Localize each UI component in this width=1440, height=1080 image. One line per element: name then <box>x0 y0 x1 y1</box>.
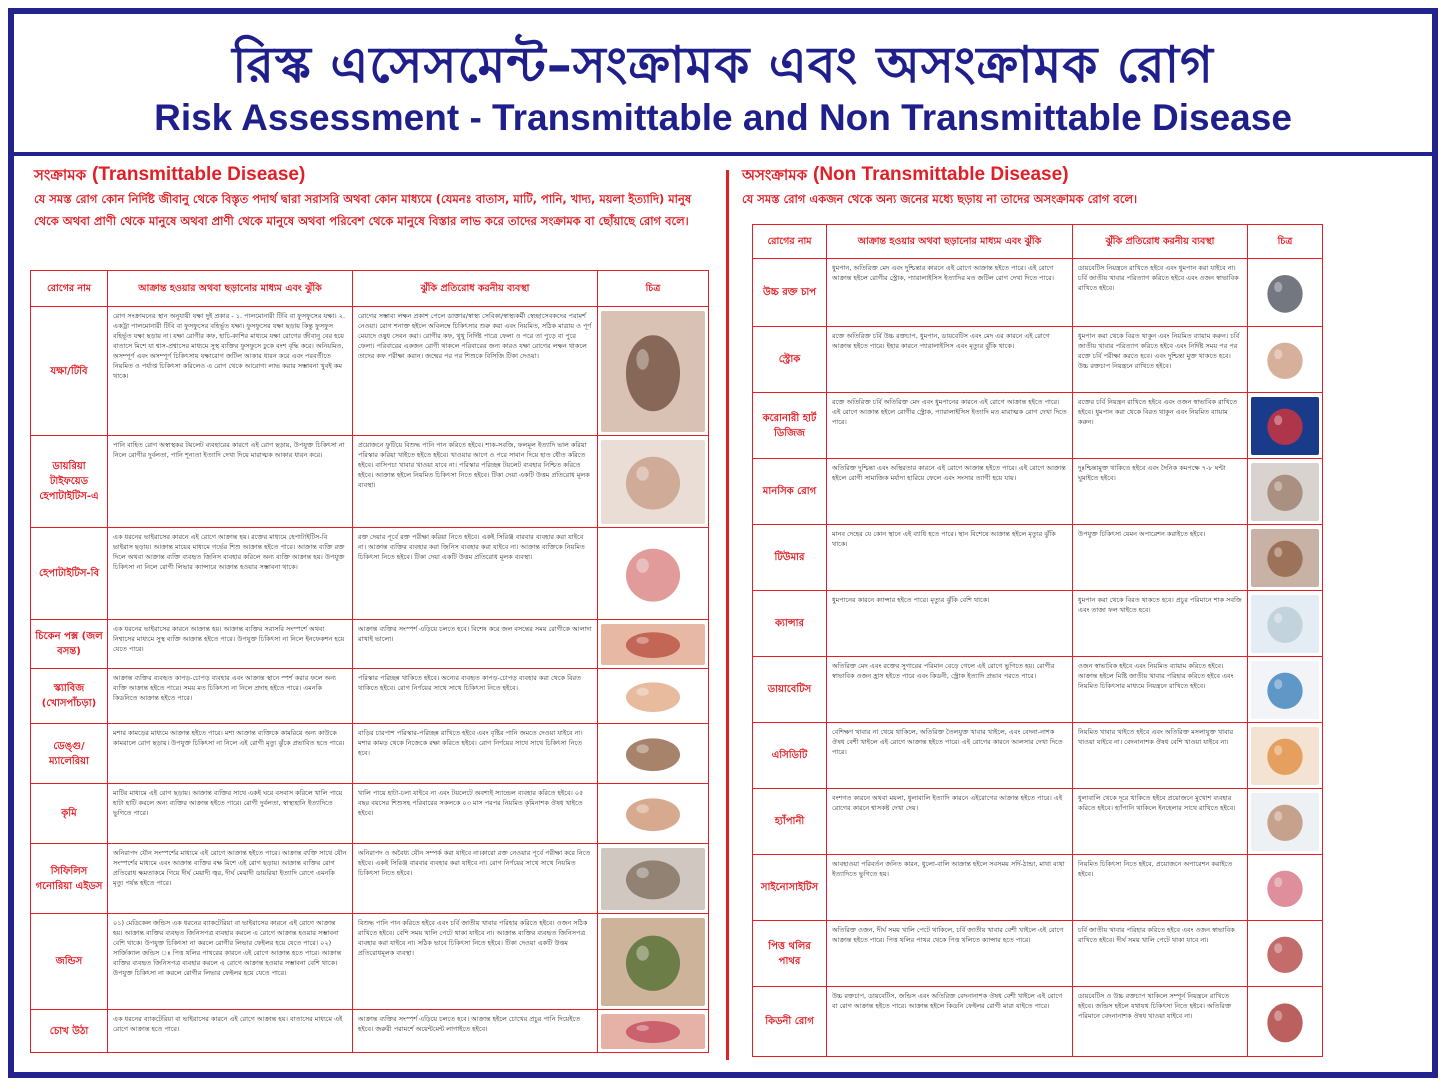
prevention-description: ধুলাবালি থেকে দূরে থাকিতে হইবে প্রয়োজনে মুখোশ ব্যবহার করিতে হইবে। হ্যাঁপানি থাকিলে ইনহেলার সাথে রাখিতে হইবে। <box>1073 789 1248 855</box>
table-row <box>31 669 709 724</box>
disease-name: সাইনোসাইটিস <box>753 855 827 921</box>
transmittable-heading-en: (Transmittable Disease) <box>92 164 306 185</box>
table-row <box>31 724 709 784</box>
sinus-diagram-icon <box>1251 859 1319 917</box>
prevention-description: অনিরাপদ ও অবৈধ্য যৌন সম্পর্ক করা যাইবে না।কারো রক্ত নেওয়ার পূর্বে পরীক্ষা করে নিতে হইবে। একই সিরিঞ্জ বারবার ব্যবহার করা যাইবে না। রোগ নির্ণয়ের সাথে সাথে নিয়মিত চিকিৎসা নিতে হইবে। <box>353 844 598 914</box>
tumor-back-icon <box>1251 529 1319 587</box>
prevention-description: উপযুক্ত চিকিৎসা যেমন অপারেশন করাইতে হইবে। <box>1073 525 1248 591</box>
sick-couple-icon <box>601 848 705 910</box>
risk-description: রক্তে অতিরিক্ত চর্বি উচ্চ রক্তচাপ, ধুমপান, ডায়বেটিস এবং মেদ এর কারনে এই রোগে আক্রান্ত হইতে পারে। ইহার কারনে প্যারালাইসিস এবং মৃত্যুর ঝুঁকি থাকে। <box>827 327 1073 393</box>
chickenpox-skin-icon <box>601 624 705 665</box>
table-header-row <box>31 271 709 307</box>
table-row <box>753 393 1323 459</box>
table-row <box>31 436 709 528</box>
gallbladder-kidney-icon <box>1251 925 1319 983</box>
risk-description: বেশিক্ষণ খাবার না খেয়ে থাকিলে, অতিরিক্ত তৈলযুক্ত খাবার খাইলে, এবং বেদনা-নাশক ঔষধ বেশী খাইলে এই রোগে আক্রান্ত হইতে পারে। এই রোগের কারনে আলসার দেখা দিতে পারে। <box>827 723 1073 789</box>
disease-name: উচ্চ রক্ত চাপ <box>753 259 827 327</box>
risk-description: এক ধরনের ভাইরাসের কারনে আক্রান্ত হয়। আক্রান্ত ব্যক্তির সরাসরি সংস্পর্শে অথবা নিশ্বাসের মাধ্যমে সুস্থ ব্যক্তি আক্রান্ত হইতে পারে। উপযুক্ত চিকিৎসা না নিলে ইনফেকশন হয়ে যেতে পারে। <box>108 620 353 669</box>
non-transmittable-section <box>742 164 1320 210</box>
table-row <box>753 855 1323 921</box>
poster-frame <box>8 8 1438 1078</box>
picture-cell <box>598 1010 709 1053</box>
risk-description: রোগ সংক্রামনের স্থান অনুযায়ী যক্ষা দুই প্রকার - ১. পালমোনারী টিবি বা ফুসফুসের যক্ষা। ২. একট্রা পালমোনারী টিবি বা ফুসফুসের বহির্ভূত যক্ষা। ফুসফুসের যক্ষা ছড়ায় কিন্তু ফুসফুস বহির্ভূত যক্ষা ছড়ায় না। যক্ষা রোগীর কফ, হাচি-কাশির মাধ্যমে যক্ষা রোগের জীবানু বের হয়ে বাতাসে মিশে যা শ্বাস-প্রশ্বাসের মাধ্যমে সুস্থ ব্যক্তির ফুসফুসে ঢুকে বংশ বৃদ্ধি করে। অনিয়মিত, অসম্পূর্ণ এবং অসম্পূর্ণ চিকিৎসায় যক্ষারোগ জটিল আকার ধারন করে এবং পরবর্তীতে নিয়মিত ও পর্যাপ্ত চিকিৎসা করিলেও এ রোগ থেকে আরোগ্য লাভ করার সম্ভাবনা খুবই কম থাকে। <box>108 307 353 436</box>
table-row <box>753 723 1323 789</box>
risk-description: অতিরিক্ত ওজন, দীর্ঘ সময় খালি পেটে থাকিলে, চর্বি জাতীয় খাবার বেশী খাইলে এই রোগে আক্রান্ত হইতে পারে। পিত্ত থলির পাথর থেকে পিত্ত থলিতে ক্যান্সার হতে পারে। <box>827 921 1073 987</box>
column-header-picture: চিত্র <box>598 271 709 307</box>
disease-name: হেপাটাইটিস-বি <box>31 528 108 620</box>
transmittable-table <box>30 270 709 1053</box>
transmittable-heading-bn: সংক্রামক <box>34 166 87 184</box>
header-divider <box>14 152 1432 156</box>
column-header-prevention: ঝুঁকি প্রতিরোধ করনীয় ব্যবস্থা <box>1073 225 1248 259</box>
risk-description: পানি বাহিত রোগ অস্বাস্থকর টয়লেট ব্যবহারের কারণে এই রোগ ছড়ায়, উপযুক্ত চিকিৎসা না নিলে রোগীর দুর্বলতা, পানি শূন্যতা ইত্যাদি দেখা দিয়ে মারাত্মক আকার ধারন করে। <box>108 436 353 528</box>
picture-cell <box>1248 723 1323 789</box>
table-row <box>753 591 1323 657</box>
prevention-description: আক্রান্ত ব্যক্তির সংস্পর্শ এড়িয়ে চলতে হবে। বিশেষ করে জল বসন্তের সময় রোগীকে আলাদা রাখাই ভালো। <box>353 620 598 669</box>
picture-cell <box>1248 459 1323 525</box>
title-bengali: রিস্ক এসেসমেন্ট–সংক্রামক এবং অসংক্রামক রোগ <box>232 36 1214 94</box>
picture-cell <box>1248 789 1323 855</box>
disease-name: হ্যাঁপানী <box>753 789 827 855</box>
picture-cell <box>1248 987 1323 1057</box>
risk-description: মশার কামড়ের মাধ্যমে আক্রান্ত হইতে পারে। মশা আক্রান্ত ব্যক্তিকে কামরিয়ে অন্য কাউকে কামরালে রোগ ছড়ায়। উপযুক্ত চিকিৎসা না নিলে এই রোগী মৃত্যু ঝুঁকে প্রভাবিত হতে পারে। <box>108 724 353 784</box>
risk-description: অতিরিক্ত দুশ্চিন্তা এবং অস্থিরতার কারনে এই রোগে আক্রান্ত হইতে পারে। এই রোগে আক্রান্ত হইলে রোগী সামাজিক মর্যাদা হারিয়ে ফেলে এবং সংসার ত্যাগী হয়ে যায়। <box>827 459 1073 525</box>
worms-icon <box>601 788 705 840</box>
picture-cell <box>598 436 709 528</box>
table-row <box>753 327 1323 393</box>
table-row <box>753 789 1323 855</box>
prevention-description: বিশুদ্ধ পানি পান করিতে হইবে এবং চর্বি জাতীয় খাবার পরিহার করিতে হইবে। ওজন সঠিক রাখিতে হইবে। বেশি সময় খালি পেটে থাকা যাইবে না। আক্রান্ত ব্যক্তির ব্যবহৃত জিনিসপত্র ব্যবহার করা যাইবে না। সঠিক ভাবে চিকিৎসা নিতে হইবে। টিকা দেওয়া একটি উত্তম প্রতিরোধমূলক ব্যবস্থা। <box>353 914 598 1010</box>
glucose-meter-icon <box>1251 661 1319 719</box>
risk-description: আবহাওয়া পরিবর্তন জনিত কারন, ধুলো-বালি আক্রান্ত হইলে সবসময় সর্দি-ঠান্ডা, মাথা ব্যথা ইত্যাদিতে ভুগিতে হয়। <box>827 855 1073 921</box>
jaundice-eye-icon <box>601 918 705 1006</box>
prevention-description: খালি পায়ে হাটা-চলা যাইবে না এবং টয়লেটে অবশ্যই স্যান্ডেল ব্যবহার করিতে হইবে। ০৫ বছর বয়সের শিশুসহ পরিবারের সকলকে ০৩ মাস পরপর নিয়মিত কৃমিনাশক ঔষধ খাইতে হইবে। <box>353 784 598 844</box>
transmittable-section <box>34 164 712 232</box>
prevention-description: পরিস্কার পরিচ্ছন্ন থাকিতে হইবে। অন্যের ব্যবহৃত কাপড়-চোপড় ব্যবহার করা থেকে বিরত থাকিতে হইবে। রোগ নির্ণয়ের সাথে সাথে চিকিৎসা নিতে হইবে। <box>353 669 598 724</box>
risk-description: এক ধরনের ভাইরাসের কারনে এই রোগে আক্রান্ত হয়। রক্তের মাধ্যমে হেপাটাইটিস-বি ভাইরাস ছড়ায়। আক্রান্ত মায়ের মাধ্যমে গর্ভের শিশু আক্রান্ত হইতে পারে। আক্রান্ত ব্যক্তি রক্ত দিলে অথবা আক্রান্ত ব্যক্তি ব্যবহৃত জিনিস ব্যবহার করিলে অন্য ব্যক্তি আক্রান্ত হয়। উপযুক্ত চিকিৎসা না নিলে রোগী লিভার ক্যান্সারে আক্রান্ত হওয়ার সম্ভাবনা থাকে। <box>108 528 353 620</box>
prevention-description: প্রয়োজনে ফুটিয়ে বিশুদ্ধ পানি পান করিতে হইবে। শাক-সবজি, ফলমূল ইত্যাদি ভাল করিয়া পরিস্কার করিয়া খাইতে হইতে হইবে। খাওয়ার আগে ও পরে সাবান দিয়ে হাত ধৌত করিতে হইবে। বাসিপচা খাবার খাওয়া যাবে না। পরিস্কার পরিচ্ছন্ন টয়লেট ব্যবহার নিশ্চিত করিতে হইবে। আক্রান্ত হইলে নিয়মিত চিকিৎসা নিতে হইবে। টিকা দেয়া একটি উত্তম প্রতিরোধ মূলক ব্যবস্থা। <box>353 436 598 528</box>
column-header-risk: আক্রান্ত হওয়ার অথবা ছড়ানোর মাধ্যম এবং ঝুঁকি <box>108 271 353 307</box>
picture-cell <box>1248 921 1323 987</box>
picture-cell <box>598 844 709 914</box>
disease-name: কৃমি <box>31 784 108 844</box>
prevention-description: রক্তের চর্বি নিয়ন্ত্রন রাখিতে হইবে এবং ওজন স্বাভাবিক রাখিতে হইবে। ধুমপান করা থেকে বিরত থাকুন এবং নিয়মিত ব্যায়াম করুন। <box>1073 393 1248 459</box>
table-row <box>753 459 1323 525</box>
risk-description: ধুমপানের কারনে ক্যান্সার হইতে পারে। মৃত্যুর ঝুঁকি বেশি থাকে। <box>827 591 1073 657</box>
non-transmittable-table <box>752 224 1323 1057</box>
picture-cell <box>598 784 709 844</box>
disease-name: যক্ষা/টিবি <box>31 307 108 436</box>
stroke-patient-icon <box>1251 331 1319 389</box>
table-row <box>753 525 1323 591</box>
table-row <box>31 307 709 436</box>
table-row <box>31 844 709 914</box>
picture-cell <box>1248 327 1323 393</box>
disease-name: ডায়রিয়া টাইফয়েড হেপাটাইটিস-এ <box>31 436 108 528</box>
disease-name: স্ক্যাবিজ (খোসপাঁচড়া) <box>31 669 108 724</box>
blood-pressure-cuff-icon <box>1251 263 1319 323</box>
picture-cell <box>598 669 709 724</box>
column-header-picture: চিত্র <box>1248 225 1323 259</box>
red-eye-icon <box>601 1014 705 1049</box>
prevention-description: রোগের সম্ভাব্য লক্ষন প্রকাশ পেলে ডাক্তার/স্বাস্থ্য সেবিকা/স্বাস্থ্যকর্মী স্বেচ্ছাসেবকদের পরামর্শ নেওয়া। রোগ শনাক্ত হইলে অবিলম্বে চিকিৎসার শুরু করা এবং নিয়মিত, সঠিক মাত্রায় ও পূর্ণ মেয়াদে ওষুধ সেবন করা। রোগীর কফ, থুথু নির্দিষ্ট পাত্রে ফেলা ও পরে তা পুড়ে বা পুরে ফেলা। পরিবারের একজন রোগী থাকলে পরিবারের জন্য কারও যক্ষা রোগের লক্ষন থাকলে তাদের কফ পরীক্ষা করান। জন্মের পর পর শিশুকে বিসিজি টিকা দেওয়া। <box>353 307 598 436</box>
prevention-description: দুঃশ্চিন্তামুক্ত থাকিতে হইবে এবং দৈনিক কমপক্ষে ৭-৮ ঘন্টা ঘুমাইতে হইবে। <box>1073 459 1248 525</box>
table-header-row <box>753 225 1323 259</box>
table-row <box>31 914 709 1010</box>
risk-description: এক ধরনের ব্যাকটেরিয়া বা ভাইরাসের কারনে এই রোগে আক্রান্ত হয়। বাতাসের মাধ্যমে এই রোগে আক্রান্ত হতে পারে। <box>108 1010 353 1053</box>
disease-name: মানসিক রোগ <box>753 459 827 525</box>
risk-description: ধুমপান, অতিরিক্ত মেদ এবং দুশ্চিন্তার কারনে এই রোগে আক্রান্ত হইতে পারে। এই রোগে আক্রান্ত হইলে রোগীর স্ট্রোক, প্যারালাইসিস ইত্যাদির মত জটিল রোগ দেখা দিতে পারে। <box>827 259 1073 327</box>
picture-cell <box>1248 525 1323 591</box>
photo-sick-child-icon <box>601 440 705 524</box>
column-header-prevention: ঝুঁকি প্রতিরোধ করনীয় ব্যবস্থা <box>353 271 598 307</box>
picture-cell <box>1248 591 1323 657</box>
prevention-description: বাড়ির চারপাশ পরিস্কার-পরিচ্ছন্ন রাখিতে হইবে এবং বৃষ্টির পানি জমতে দেওয়া যাইবে না। মশার কামড় থেকে নিজেকে রক্ষা করিতে হইবে। রোগ নির্ণয়ের সাথে সাথে চিকিৎসা নিতে হবে। <box>353 724 598 784</box>
disease-name: সিফিলিস গনোরিয়া এইডস <box>31 844 108 914</box>
prevention-description: ডায়বেটিস নিয়ন্ত্রনে রাখিতে হইবে এবং ধুমপান করা যাইবে না। চর্বি জাতীয় খাবার পরিত্যাগ করিতে হইবে এবং ওজন স্বাভাবিক রাখিতে হইবে। <box>1073 259 1248 327</box>
poster-header <box>14 14 1432 154</box>
risk-description: ০১) মেডিকেল জন্ডিস এক ধরনের ব্যাকটেরিয়া বা ভাইরাসের কারনে এই রোগে আক্রান্ত হয়। আক্রান্ত ব্যক্তির ব্যবহৃত জিনিসপত্র ব্যবহার করলে এ রোগে আক্রান্ত হওয়ার সম্ভাবনা বেশি থাকে। উপযুক্ত চিকিৎসা না করলে রোগীর লিভার ফেইলর হয়ে যেতে পারে। ০২) সার্জিক্যাল জন্ডিস ঃ পিত্ত থলির পাথরের কারনে এই রোগে আক্রান্ত হতে পারে। আক্রান্ত ব্যক্তির ব্যবহৃত জিনিসপত্র ব্যবহার করলে এ রোগে আক্রান্ত হওয়ার সম্ভাবনা বেশি থাকে। উপযুক্ত চিকিৎসা না করলে রোগীর লিভার ফেইলর হয়ে যেতে পারে। <box>108 914 353 1010</box>
picture-cell <box>1248 259 1323 327</box>
table-row <box>753 259 1323 327</box>
picture-cell <box>598 620 709 669</box>
stomach-acidity-icon <box>1251 727 1319 785</box>
table-row <box>31 784 709 844</box>
table-row <box>753 921 1323 987</box>
disease-name: জন্ডিস <box>31 914 108 1010</box>
disease-name: চোখ উঠা <box>31 1010 108 1053</box>
prevention-description: আক্রান্ত ব্যক্তির সংস্পর্শ এড়িয়ে চলতে হবে। আক্রান্ত হইলে চোখের প্রচুর পানি দিয়েইতে হইবে। জরুরী পরামর্শে অয়েন্টমেন্ট লাগাইতে হইবে। <box>353 1010 598 1053</box>
transmittable-description: যে সমস্ত রোগ কোন নির্দিষ্ট জীবানু থেকে বিস্তৃত পদার্থ দ্বারা সরাসরি অথবা কোন মাধ্যমে (যেমনঃ বাতাস, মাটি, পানি, খাদ্য, ময়লা ইত্যাদি) মানুষ থেকে অথবা প্রাণী থেকে মানুষে অথবা প্রাণী থেকে মানুষে অথবা পরিবেশ থেকে মানুষে বিস্তার লাভ করে তাদের সংক্রামক বা ছোঁয়াছে রোগ বলে। <box>34 192 692 228</box>
risk-description: বংশগত কারনে অথবা ময়লা, ধুলাবালি ইত্যাদি কারনে এইরোগের আক্রান্ত হইতে পারে। এই রোগের কারনে শ্বাসকষ্ট দেখা দেয়। <box>827 789 1073 855</box>
disease-name: টিউমার <box>753 525 827 591</box>
disease-name: ক্যান্সার <box>753 591 827 657</box>
picture-cell <box>1248 393 1323 459</box>
table-row <box>31 620 709 669</box>
risk-description: মানব দেহের যে কোন স্থানে এই ব্যাধি হতে পারে। স্থান বিশেষে আক্রান্ত হইলে মৃত্যুর ঝুঁকি থাকে। <box>827 525 1073 591</box>
risk-description: উচ্চ রক্তচাপ, ডায়বেটিস, জন্ডিস এবং অতিরিক্ত বেদনানাশক ঔষধ বেশী খাইলে এই রোগে বা রোগ আক্রান্ত হইতে পারে। আক্রান্ত হইলে কিডনি ফেইলর রোগী মারা যাইতে পারে। <box>827 987 1073 1057</box>
table-row <box>31 528 709 620</box>
non-transmittable-heading-en: (Non Transmittable Disease) <box>813 164 1069 185</box>
mosquito-icon <box>601 728 705 780</box>
prevention-description: রক্ত দেয়ার পূর্বে রক্ত পরীক্ষা করিয়া নিতে হইবে। একই সিরিঞ্জ বারবার ব্যবহার করা যাইবে না। আক্রান্ত ব্যক্তির ব্যবহার করা জিনিস ব্যবহার করা যাইবে না। আক্রান্ত ব্যক্তিকে নিয়মিত চিকিৎসা নিতে হইবে। টিকা দেয়া একটি উত্তম প্রতিরোধ মূলক ব্যবস্থা। <box>353 528 598 620</box>
risk-description: অনিরাপদ যৌন সংস্পর্শের মাধ্যমে এই রোগে আক্রান্ত হইতে পারে। আক্রান্ত ব্যক্তি সাথে যৌন সংস্পর্শের মাধ্যমে এবং আক্রান্ত ব্যক্তির বক্ষ মিশে এই রোগ ছড়ায়। আক্রান্ত ব্যক্তির রোগ প্রতিরোধ ক্ষমতাকমে গিয়ে দীর্ঘ মেয়াদী জ্বর, দীর্ঘ মেয়াদী ডায়রিয়া ইত্যাদি রোগে এমনকি মৃত্যু পর্যন্ত হইতে পারে। <box>108 844 353 914</box>
disease-name: ডেঙ্গু/ ম্যালেরিয়া <box>31 724 108 784</box>
headache-woman-icon <box>1251 463 1319 521</box>
column-header-risk: আক্রান্ত হওয়ার অথবা ছড়ানোর মাধ্যম এবং ঝুঁকি <box>827 225 1073 259</box>
table-row <box>753 987 1323 1057</box>
photo-coughing-woman-icon <box>601 311 705 432</box>
column-header-disease: রোগের নাম <box>31 271 108 307</box>
cancer-patient-icon <box>1251 595 1319 653</box>
prevention-description: ধুমপান করা থেকে বিরত থাকতে হবে। প্রচুর পরিমানে শাক সবজি এবং তাজা ফল খাইতে হবে। <box>1073 591 1248 657</box>
disease-name: পিত্ত থলির পাথর <box>753 921 827 987</box>
disease-name: চিকেন পক্স (জল বসন্ত) <box>31 620 108 669</box>
prevention-description: নিয়মিত চিকিৎসা নিতে হইবে, প্রয়োজনে অপারেশন করাইতে হইবে। <box>1073 855 1248 921</box>
transmittable-heading <box>34 164 712 186</box>
risk-description: রক্তে অতিরিক্ত চর্বি অতিরিক্ত মেদ এবং ধুমপানের কারনে এই রোগে আক্রান্ত হইতে পারে। এই রোগে আক্রান্ত হইলে রোগীর স্ট্রোক, প্যারালাইসিস ইত্যাদি মত মারাত্মক রোগ দেখা দিতে পারে। <box>827 393 1073 459</box>
disease-name: কিডনী রোগ <box>753 987 827 1057</box>
risk-description: মাটির মাধ্যমে এই রোগ ছড়ায়। আক্রান্ত ব্যক্তির সাথে একই ঘরে বসবাস করিলে খালি পায়ে হাটা হাটি করলে অন্য ব্যক্তির আক্রান্ত হইতে পারে। রোগী দুর্বলতা, স্বাস্থ্যহানি ইত্যাদিতে ভুগিতে পারে। <box>108 784 353 844</box>
non-transmittable-heading <box>742 164 1320 186</box>
picture-cell <box>1248 855 1323 921</box>
table-row <box>31 1010 709 1053</box>
non-transmittable-description: যে সমস্ত রোগ একজন থেকে অন্য জনের মধ্যে ছড়ায় না তাদের অসংক্রামক রোগ বলে। <box>742 192 1138 206</box>
picture-cell <box>598 914 709 1010</box>
kidney-icon <box>1251 991 1319 1053</box>
prevention-description: ডায়বেটিস ও উচ্চ রক্তচাপ থাকিলে সম্পূর্ন নিয়ন্ত্রনে রাখিতে হইবে। জন্ডিস হইলে যথাযথ চিকিৎসা নিতে হইবে। অতিরিক্ত পরিমানে বেদনানাশক ঔষধ খাওয়া যাইবে না। <box>1073 987 1248 1057</box>
risk-description: অতিরিক্ত মেদ এবং রক্তের সুগারের পরিমান বেড়ে গেলে এই রোগে ভুগিতে হয়। রোগীর স্বাভাবিক ওজন হ্রাস হইতে পারে এবং কিডনী, স্ট্রোক ইত্যাদি প্রভাব পরতে পারে। <box>827 657 1073 723</box>
disease-name: স্ট্রোক <box>753 327 827 393</box>
disease-name: করোনারী হার্ট ডিজিজ <box>753 393 827 459</box>
column-header-disease: রোগের নাম <box>753 225 827 259</box>
picture-cell <box>1248 657 1323 723</box>
non-transmittable-heading-bn: অসংক্রামক <box>742 166 808 184</box>
liver-digestive-diagram-icon <box>601 532 705 616</box>
prevention-description: ওজন স্বাভাবিক হইবে এবং নিয়মিত ব্যায়াম করিতে হইবে।আক্রান্ত হইলে মিষ্টি জাতীয় খাবার পরিহার করিতে হইবে এবং নিয়মিত চিকিৎসার মাধ্যমে নিয়ন্ত্রনে রাখিতে হইবে। <box>1073 657 1248 723</box>
picture-cell <box>598 528 709 620</box>
disease-name: এসিডিটি <box>753 723 827 789</box>
prevention-description: চর্বি জাতীয় খাবার পরিহার করিতে হইবে এবং ওজন স্বাভাবিক রাখিতে হইবে। দীর্ঘ সময় খালি পেটে থাকা যাবে না। <box>1073 921 1248 987</box>
disease-name: ডায়াবেটিস <box>753 657 827 723</box>
heart-anatomy-icon <box>1251 397 1319 455</box>
picture-cell <box>598 724 709 784</box>
picture-cell <box>598 307 709 436</box>
prevention-description: ধুমপান করা থেকে বিরত থাকুন এবং নিয়মিত ব্যায়াম করুন। চর্বি জাতীয় খাবার পরিত্যাগ করিতে হইবে এবং নির্দিষ্ট সময় পর পর রক্তে চর্বি পরীক্ষা করতে হবে। এবং দুশ্চিন্তা মুক্ত থাকতে হবে। উচ্চ রক্তচাপ নিয়ন্ত্রনে রাখিতে হইবে। <box>1073 327 1248 393</box>
risk-description: আক্রান্ত ব্যক্তির ব্যবহৃত কাপড়-চোপড় ব্যবহার এবং আক্রান্ত স্থানে স্পর্শ করার ফলে অন্য ব্যক্তি আক্রান্ত হইতে পারে। সময় মত চিকিৎসা না নিলে প্রদাহ হইতে পারে। এমনকি কিডনিতে আক্রান্ত হইতে পারে। <box>108 669 353 724</box>
table-row <box>753 657 1323 723</box>
center-divider <box>726 170 729 1060</box>
scabies-hands-icon <box>601 673 705 720</box>
prevention-description: নিয়মিত খাবার খাইতে হইবে এবং অতিরিক্ত মসলাযুক্ত খাবার খাওয়া যাইবে না। বেদনানাশক ঔষধ বেশি খাওয়া যাইবে না। <box>1073 723 1248 789</box>
title-english: Risk Assessment - Transmittable and Non Transmittable Disease <box>154 97 1292 138</box>
asthma-inhaler-icon <box>1251 793 1319 851</box>
